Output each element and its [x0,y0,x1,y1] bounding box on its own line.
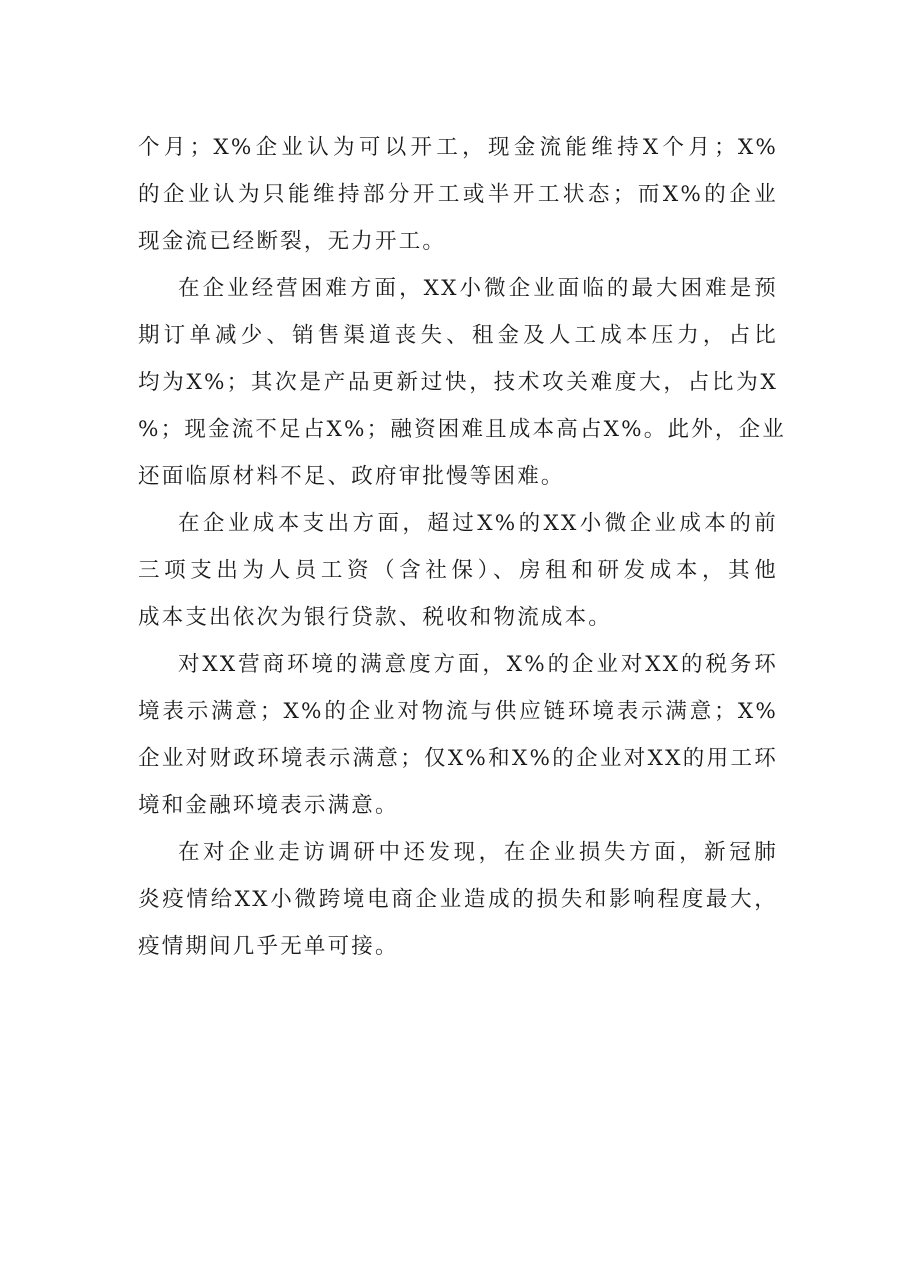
paragraph-5-line-1: 在对企业走访调研中还发现，在企业损失方面，新冠肺 [178,840,778,865]
paragraph-5-line-2: 炎疫情给XX小微跨境电商企业造成的损失和影响程度最大， [138,887,778,912]
paragraph-2-line-2: 期订单减少、销售渠道丧失、租金及人工成本压力，占比 [138,323,778,348]
paragraph-2-line-3: 均为X%；其次是产品更新过快，技术攻关难度大，占比为X [138,370,778,395]
paragraph-4-line-3: 企业对财政环境表示满意；仅X%和X%的企业对XX的用工环 [138,746,778,771]
paragraph-2-line-4: %；现金流不足占X%；融资困难且成本高占X%。此外，企业 [138,417,787,442]
paragraph-1-line-2: 的企业认为只能维持部分开工或半开工状态；而X%的企业 [138,182,778,207]
paragraph-3-line-3: 成本支出依次为银行贷款、税收和物流成本。 [138,605,613,630]
paragraph-1-line-3: 现金流已经断裂，无力开工。 [138,229,447,254]
paragraph-3-line-2: 三项支出为人员工资（含社保）、房租和研发成本，其他 [138,558,778,583]
document-body [138,124,787,970]
paragraph-1-line-1: 个月；X%企业认为可以开工，现金流能维持X个月；X% [138,135,778,160]
paragraph-2-line-1: 在企业经营困难方面，XX小微企业面临的最大困难是预 [178,276,778,301]
paragraph-5-line-3: 疫情期间几乎无单可接。 [138,934,399,959]
paragraph-4-line-4: 境和金融环境表示满意。 [138,793,399,818]
paragraph-2-line-5: 还面临原材料不足、政府审批慢等困难。 [138,464,565,489]
paragraph-4-line-2: 境表示满意；X%的企业对物流与供应链环境表示满意；X% [138,699,778,724]
paragraph-4-line-1: 对XX营商环境的满意度方面，X%的企业对XX的税务环 [178,652,778,677]
paragraph-3-line-1: 在企业成本支出方面，超过X%的XX小微企业成本的前 [178,511,778,536]
